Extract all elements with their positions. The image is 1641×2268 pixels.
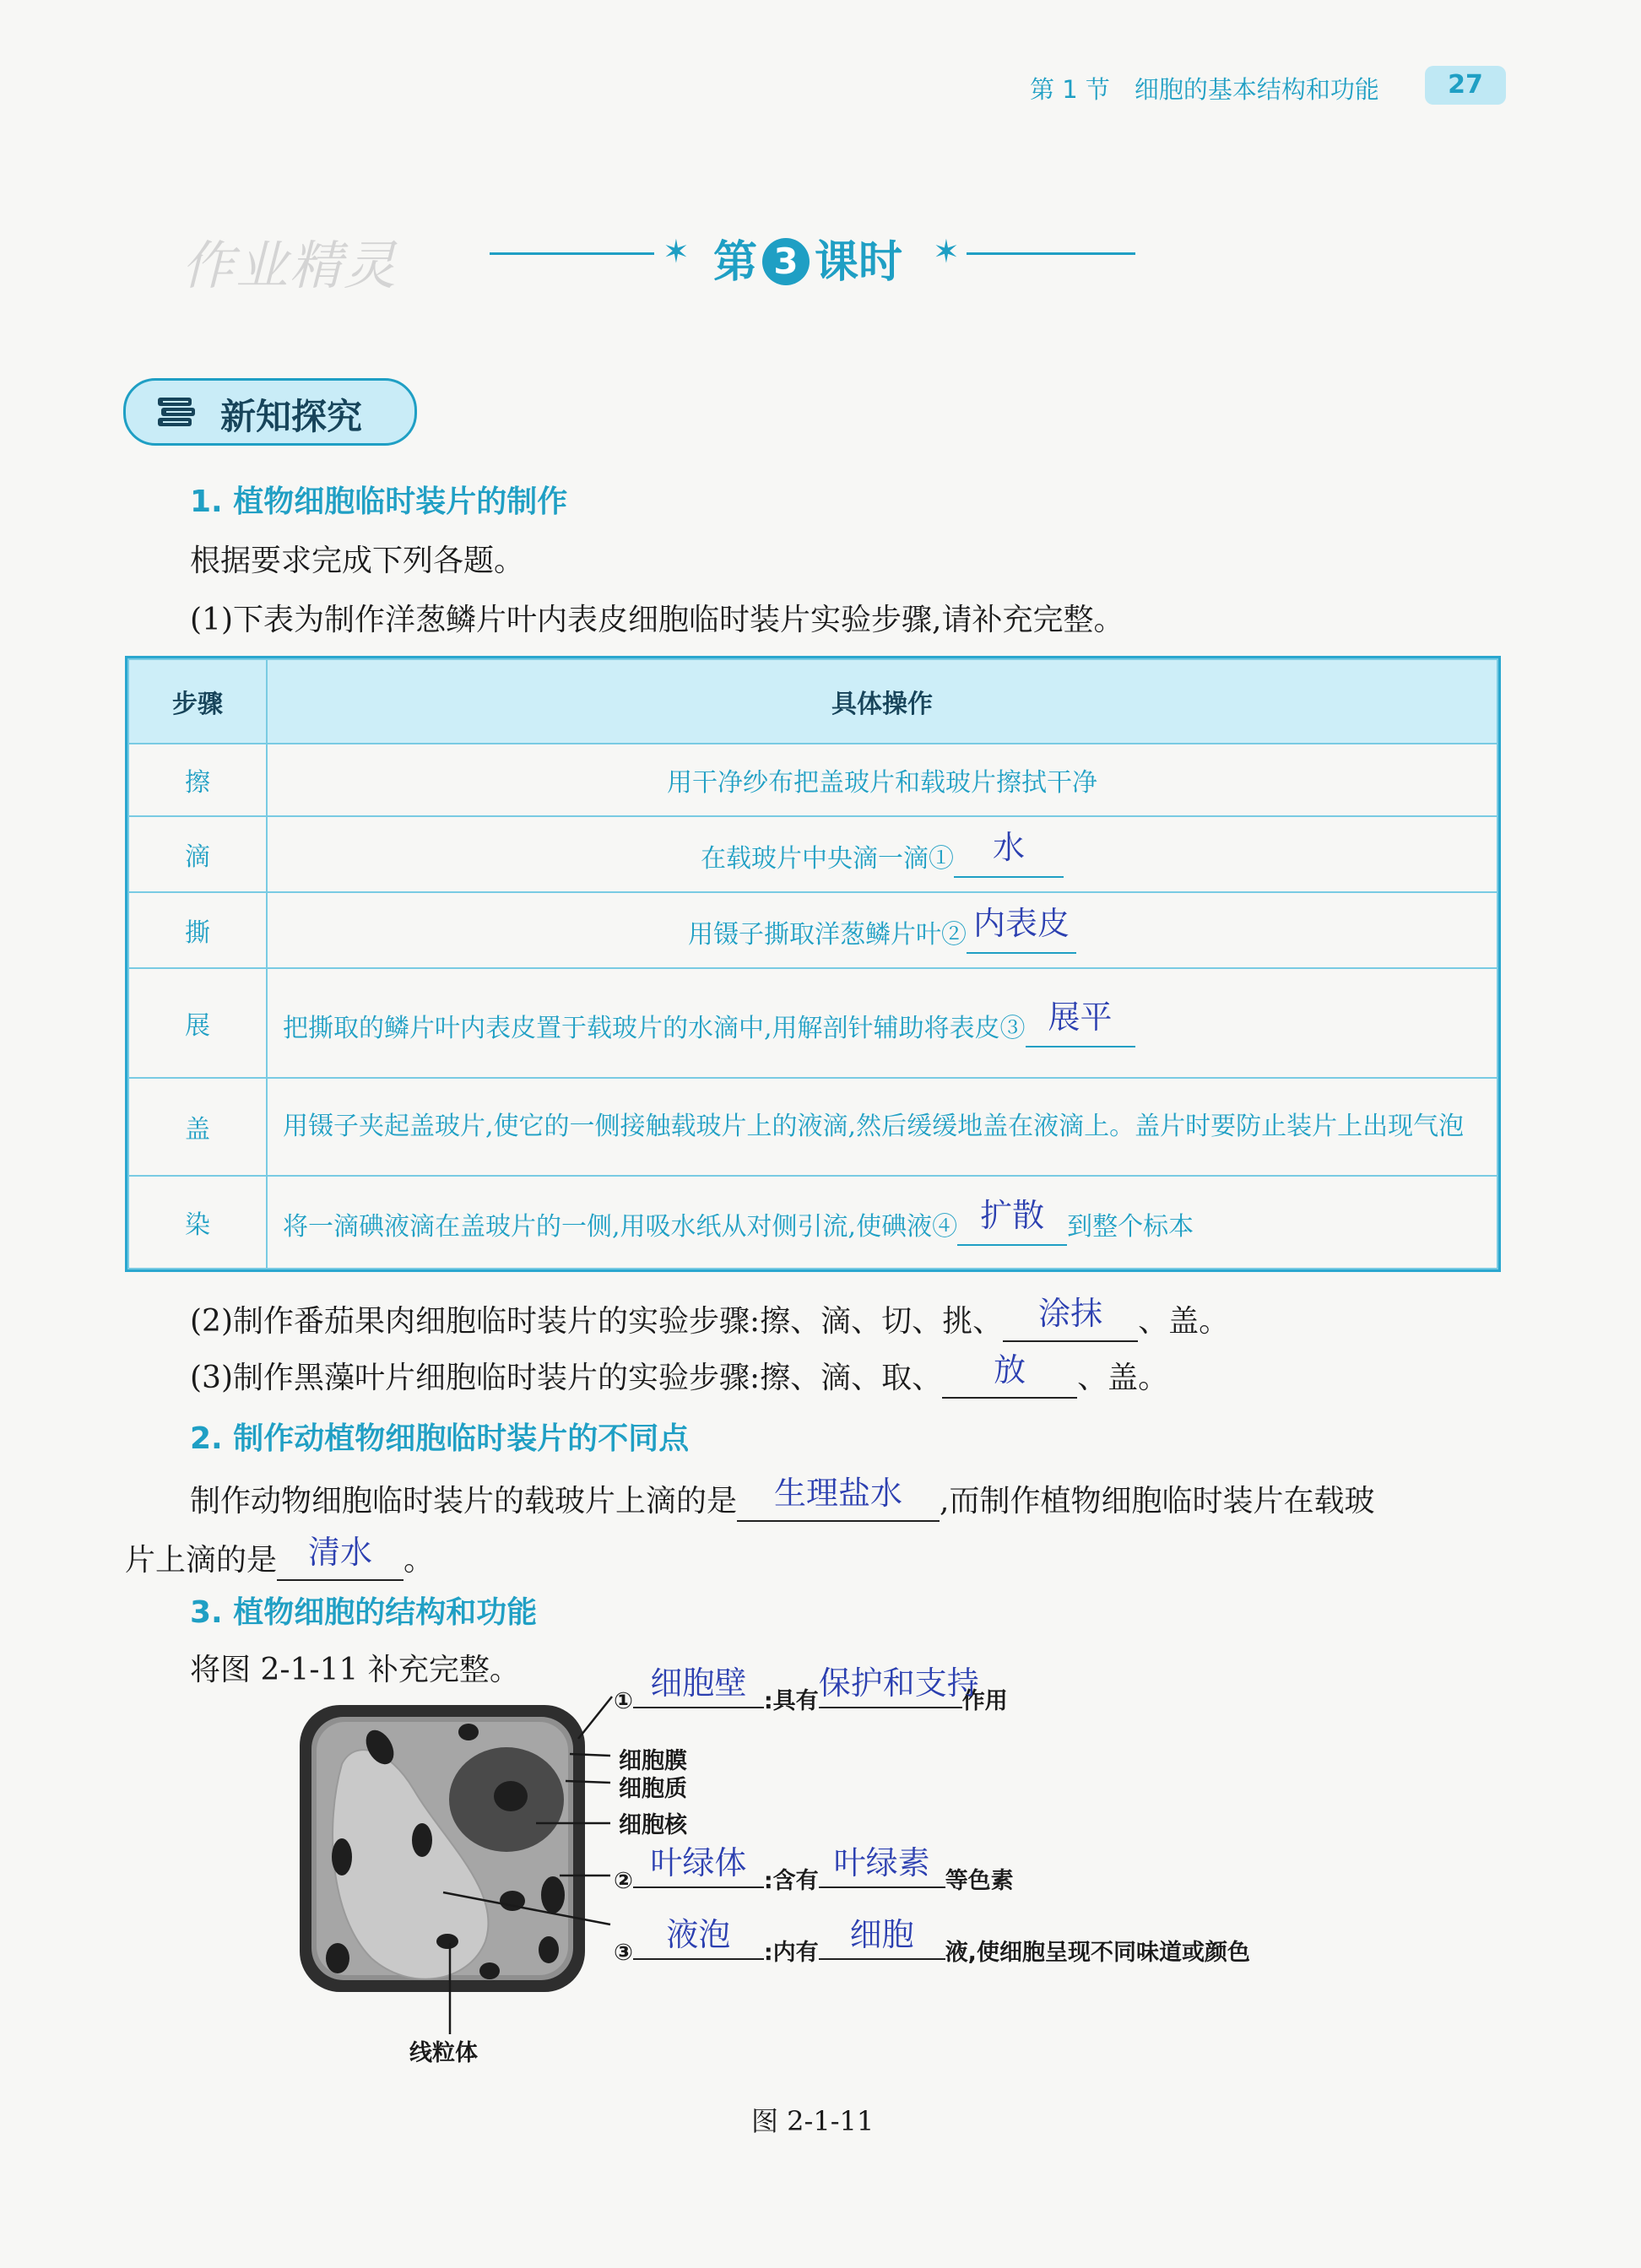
handwritten-answer: 液泡: [666, 1916, 731, 1953]
lesson-title-text: 第 3 课时: [713, 237, 903, 288]
page-number: 27: [1425, 66, 1506, 105]
step-name: 展: [128, 968, 267, 1078]
label-nucleus: 细胞核: [619, 1812, 687, 1838]
answer-blank[interactable]: [957, 1198, 1067, 1246]
step-operation: 用镊子夹起盖玻片,使它的一侧接触载玻片上的液滴,然后缓缓地盖在液滴上。盖片时要防止装片上出现气泡: [267, 1078, 1497, 1175]
label-cytoplasm: 细胞质: [619, 1776, 687, 1802]
chloroplast-shape: [326, 1943, 349, 1973]
step-operation: 用镊子撕取洋葱鳞片叶② 内表皮: [267, 892, 1497, 968]
star-icon: ✶: [663, 233, 690, 270]
chloroplast-shape: [479, 1962, 500, 1979]
chloroplast-shape: [539, 1936, 559, 1963]
section-badge-label: 新知探究: [220, 396, 363, 437]
answer-blank[interactable]: [967, 906, 1076, 954]
lesson-title: [490, 221, 1148, 288]
handwritten-answer: 保护和支持: [818, 1664, 979, 1702]
part2-line1: 制作动物细胞临时装片的载玻片上滴的是 生理盐水 ,而制作植物细胞临时装片在载玻: [190, 1474, 1374, 1522]
table-row: [128, 968, 1497, 1078]
table-row: [128, 892, 1497, 968]
answer-blank[interactable]: [737, 1474, 940, 1522]
chloroplast-shape: [412, 1823, 432, 1857]
step-name: 撕: [128, 892, 267, 968]
heading-part2: 2. 制作动植物细胞临时装片的不同点: [190, 1421, 690, 1456]
step-name: 擦: [128, 744, 267, 815]
table-row: [128, 744, 1497, 815]
answer-blank[interactable]: [277, 1533, 403, 1581]
answer-blank[interactable]: [633, 1916, 764, 1960]
books-icon: [156, 396, 197, 430]
steps-table: [125, 656, 1501, 1272]
watermark-logo: 作业精灵: [181, 235, 398, 296]
label-chloroplast: ② 叶绿体 :含有 叶绿素 等色素: [614, 1861, 1014, 1895]
heading-part3: 3. 植物细胞的结构和功能: [190, 1595, 538, 1630]
heading-part1: 1. 植物细胞临时装片的制作: [190, 484, 568, 519]
chloroplast-shape: [541, 1876, 565, 1913]
handwritten-answer: 细胞壁: [650, 1664, 747, 1702]
table-row: [128, 1176, 1497, 1269]
step-name: 滴: [128, 816, 267, 892]
chloroplast-shape: [458, 1724, 479, 1740]
handwritten-answer: 细胞: [849, 1916, 914, 1953]
answer-blank[interactable]: [1026, 999, 1135, 1047]
handwritten-answer: 生理盐水: [774, 1475, 903, 1512]
chloroplast-shape: [332, 1838, 352, 1876]
handwritten-answer: 水: [992, 829, 1025, 867]
part1-q1: (1)下表为制作洋葱鳞片叶内表皮细胞临时装片实验步骤,请补充完整。: [190, 603, 1124, 637]
lesson-number: 3: [762, 238, 810, 285]
step-operation: 在载玻片中央滴一滴① 水: [267, 816, 1497, 892]
handwritten-answer: 展平: [1048, 998, 1113, 1036]
handwritten-answer: 叶绿体: [650, 1844, 747, 1881]
part1-q2: (2)制作番茄果肉细胞临时装片的实验步骤:擦、滴、切、挑、 涂抹 、盖。: [190, 1294, 1229, 1342]
handwritten-answer: 涂抹: [1038, 1295, 1103, 1332]
answer-blank[interactable]: [818, 1664, 979, 1708]
step-operation: 用干净纱布把盖玻片和载玻片擦拭干净: [267, 744, 1497, 815]
answer-blank[interactable]: [942, 1351, 1077, 1399]
section-badge: [123, 378, 417, 446]
table-header-operation: 具体操作: [267, 659, 1497, 744]
running-header: 第 1 节 细胞的基本结构和功能: [1030, 75, 1379, 104]
mitochondrion-shape: [436, 1934, 458, 1949]
nucleolus-shape: [494, 1781, 528, 1811]
part1-q3: (3)制作黑藻叶片细胞临时装片的实验步骤:擦、滴、取、 放 、盖。: [190, 1351, 1168, 1399]
answer-blank[interactable]: [954, 830, 1064, 878]
step-operation: 把撕取的鳞片叶内表皮置于载玻片的水滴中,用解剖针辅助将表皮③ 展平: [267, 968, 1497, 1078]
handwritten-answer: 扩散: [980, 1197, 1045, 1235]
figure-caption: 图 2-1-11: [751, 2105, 875, 2137]
title-rule-left: [490, 252, 654, 255]
step-operation: 将一滴碘液滴在盖玻片的一侧,用吸水纸从对侧引流,使碘液④ 扩散 到整个标本: [267, 1176, 1497, 1269]
label-cell-membrane: 细胞膜: [619, 1748, 687, 1774]
label-mitochondria: 线粒体: [409, 2040, 478, 2066]
table-row: [128, 816, 1497, 892]
answer-blank[interactable]: [633, 1664, 764, 1708]
table-header-step: 步骤: [128, 659, 267, 744]
label-vacuole: ③ 液泡 :内有 细胞 液,使细胞呈现不同味道或颜色: [614, 1933, 1250, 1967]
answer-blank[interactable]: [819, 1916, 945, 1960]
handwritten-answer: 放: [994, 1351, 1026, 1388]
step-name: 染: [128, 1176, 267, 1269]
table-row: [128, 1078, 1497, 1175]
star-icon: ✶: [933, 233, 960, 270]
part3-intro: 将图 2-1-11 补充完整。: [190, 1653, 520, 1687]
title-rule-right: [967, 252, 1135, 255]
part1-intro: 根据要求完成下列各题。: [190, 544, 525, 578]
answer-blank[interactable]: [633, 1844, 764, 1888]
handwritten-answer: 清水: [308, 1534, 373, 1571]
label-cell-wall: ① 细胞壁 :具有 保护和支持 作用: [614, 1681, 1008, 1715]
answer-blank[interactable]: [819, 1844, 945, 1888]
handwritten-answer: 叶绿素: [833, 1844, 930, 1881]
step-name: 盖: [128, 1078, 267, 1175]
part2-line2: 片上滴的是 清水 。: [125, 1533, 434, 1581]
plant-cell-diagram: [291, 1664, 1321, 2068]
handwritten-answer: 内表皮: [972, 905, 1070, 943]
answer-blank[interactable]: [1003, 1294, 1138, 1342]
